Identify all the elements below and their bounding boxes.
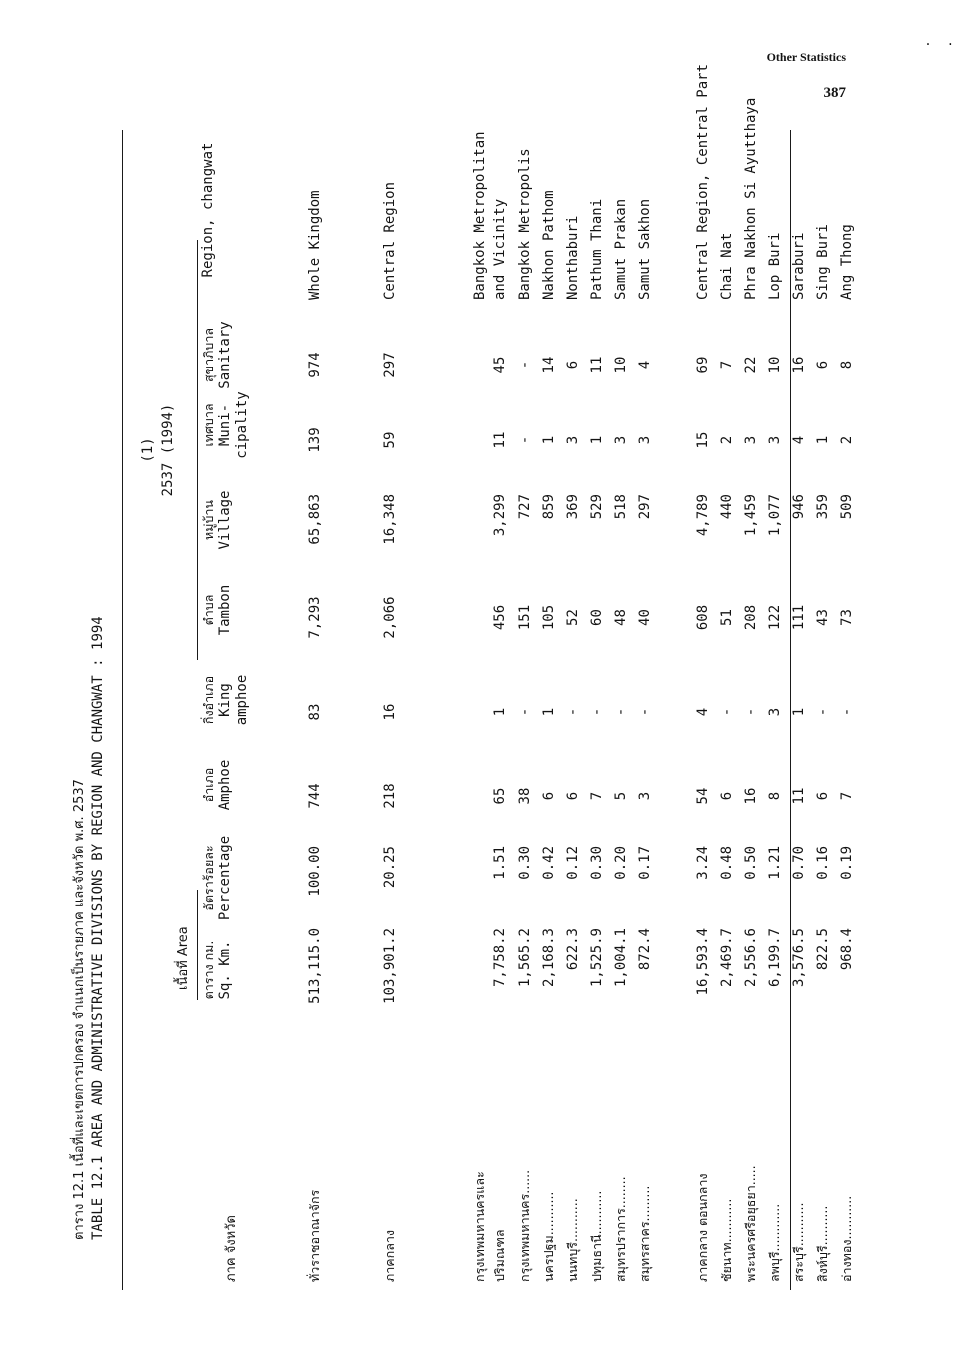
cell-sanitary: 297 — [382, 352, 398, 378]
cell-muni: 2 — [839, 435, 855, 445]
cell-sqkm: 513,115.0 — [307, 928, 323, 1004]
cell-sanitary: 4 — [637, 360, 653, 370]
cell-king: - — [743, 707, 759, 717]
cell-pct: 0.42 — [541, 846, 557, 880]
page-number: 387 — [823, 85, 846, 101]
cell-pct: 0.17 — [637, 846, 653, 880]
cell-tambon: 48 — [613, 609, 629, 626]
header-amphoe-english: Amphoe — [217, 759, 233, 811]
cell-village: 65,863 — [307, 494, 323, 545]
cell-amphoe: 744 — [307, 783, 323, 809]
cell-village: 1,459 — [743, 494, 759, 537]
cell-amphoe: 6 — [541, 791, 557, 801]
cell-th: กรุงเทพมหานคร...... — [517, 1169, 532, 1282]
cell-king: 1 — [541, 707, 557, 717]
cell-sanitary: 69 — [695, 356, 711, 374]
cell-en: Bangkok Metropolis — [517, 148, 533, 300]
corner-mark: . . — [924, 34, 958, 48]
cell-amphoe: 6 — [815, 791, 831, 801]
cell-tambon: 51 — [719, 609, 735, 626]
cell-tambon: 52 — [565, 609, 581, 626]
cell-sqkm: 3,576.5 — [791, 928, 807, 988]
cell-th: สมุทรสาคร......... — [637, 1185, 652, 1282]
cell-pct: 0.12 — [565, 846, 581, 880]
cell-pct: 20.25 — [382, 846, 398, 889]
cell-village: 859 — [541, 494, 557, 520]
cell-sqkm: 6,199.7 — [767, 928, 783, 988]
cell-king: - — [637, 707, 653, 717]
caption-english: TABLE 12.1 AREA AND ADMINISTRATIVE DIVISIONS BY REGION AND CHANGWAT : 1994 — [90, 616, 106, 1240]
cell-en: Saraburi — [791, 232, 807, 300]
cell-sanitary: 6 — [565, 360, 581, 370]
cell-th: นนทบุรี........... — [565, 1198, 580, 1282]
cell-en: Sing Buri — [815, 224, 831, 300]
cell-en: Samut Sakhon — [637, 198, 653, 300]
header-king-amphoe-thai: กิ่งอำเภอ — [201, 675, 216, 725]
header-municipality — [200, 385, 251, 465]
cell-sqkm: 16,593.4 — [695, 928, 711, 996]
cell-en: Ang Thong — [839, 224, 855, 300]
cell-en: and Vicinity — [492, 198, 508, 300]
header-king-amphoe — [200, 660, 251, 740]
cell-th: ปทุมธานี........... — [589, 1190, 604, 1282]
cell-tambon: 60 — [589, 609, 605, 626]
cell-muni: 1 — [589, 435, 605, 445]
cell-tambon: 208 — [743, 604, 759, 631]
cell-sanitary: 10 — [613, 356, 629, 374]
header-region-thai: ภาค จังหวัด — [224, 1215, 239, 1282]
cell-sqkm: 968.4 — [839, 928, 855, 971]
cell-th: อ่างทอง........... — [839, 1195, 854, 1282]
cell-sanitary: 6 — [815, 360, 831, 370]
cell-village: 1,077 — [767, 494, 783, 537]
cell-amphoe: 5 — [613, 791, 629, 801]
cell-pct: 0.50 — [743, 846, 759, 880]
cell-th: สระบุรี........... — [791, 1202, 806, 1282]
cell-amphoe: 16 — [743, 787, 759, 805]
cell-amphoe: 11 — [791, 787, 807, 805]
cell-th: ปริมณฑล — [492, 1229, 507, 1282]
cell-pct: 0.19 — [839, 846, 855, 880]
cell-king: 3 — [767, 707, 783, 717]
cell-king: - — [517, 707, 533, 717]
cell-pct: 0.20 — [613, 846, 629, 880]
cell-en: Chai Nat — [719, 232, 735, 300]
cell-sanitary: 8 — [839, 360, 855, 370]
caption-thai: ตาราง 12.1 เนื้อที่และเขตการปกครอง จำแนกเป็นรายภาค และจังหวัด พ.ศ. 2537 — [72, 779, 87, 1240]
cell-sanitary: 974 — [307, 352, 323, 378]
cell-sqkm: 103,901.2 — [382, 928, 398, 1004]
header-percentage-thai: อัตราร้อยละ — [201, 845, 216, 911]
header-village-english: Village — [217, 490, 233, 550]
header-year-group: 2537 (1994) — [160, 403, 176, 497]
cell-muni: 2 — [719, 435, 735, 445]
cell-king: 1 — [791, 707, 807, 717]
cell-sqkm: 2,168.3 — [541, 928, 557, 988]
cell-king: - — [565, 707, 581, 717]
header-area-group — [172, 926, 193, 990]
cell-tambon: 111 — [791, 604, 807, 631]
cell-pct: 1.51 — [492, 846, 508, 880]
cell-sanitary: 11 — [589, 356, 605, 374]
cell-village: 509 — [839, 494, 855, 520]
header-king-amphoe-en1: King — [217, 683, 233, 717]
cell-sqkm: 2,556.6 — [743, 928, 759, 988]
cell-amphoe: 7 — [589, 791, 605, 801]
cell-en: Bangkok Metropolitan — [472, 131, 488, 300]
header-tambon — [200, 580, 234, 640]
cell-muni: 3 — [565, 435, 581, 445]
cell-th: พระนครศรีอยุธยา..... — [743, 1165, 758, 1282]
cell-king: - — [589, 707, 605, 717]
cell-en: Whole Kingdom — [307, 190, 323, 300]
cell-sqkm: 1,525.9 — [589, 928, 605, 988]
cell-tambon: 122 — [767, 604, 783, 631]
cell-village: 529 — [589, 494, 605, 520]
header-sanitary-thai: สุขาภิบาล — [201, 327, 216, 383]
header-percentage — [200, 828, 234, 928]
cell-th: ทั่วราชอาณาจักร — [307, 1189, 322, 1282]
section-name: Other Statistics — [766, 50, 846, 64]
cell-en: Nakhon Pathom — [541, 190, 557, 300]
cell-amphoe: 6 — [719, 791, 735, 801]
header-sanitary — [200, 320, 234, 390]
table-top-rule — [122, 130, 123, 1290]
cell-tambon: 2,066 — [382, 596, 398, 639]
cell-sqkm: 7,758.2 — [492, 928, 508, 988]
cell-village: 518 — [613, 494, 629, 520]
cell-pct: 0.70 — [791, 846, 807, 880]
cell-en: Nonthaburi — [565, 215, 581, 300]
cell-village: 946 — [791, 494, 807, 520]
cell-muni: 11 — [492, 431, 508, 449]
cell-th: ลพบุรี............ — [767, 1203, 782, 1282]
cell-tambon: 43 — [815, 609, 831, 626]
cell-amphoe: 3 — [637, 791, 653, 801]
cell-village: 369 — [565, 494, 581, 520]
cell-amphoe: 7 — [839, 791, 855, 801]
cell-sanitary: 16 — [791, 356, 807, 374]
header-region-english — [200, 130, 217, 290]
cell-en: Lop Buri — [767, 232, 783, 300]
cell-sqkm: 622.3 — [565, 928, 581, 971]
header-village — [200, 480, 234, 560]
cell-amphoe: 218 — [382, 783, 398, 809]
cell-sanitary: - — [517, 360, 533, 370]
cell-muni: 1 — [815, 435, 831, 445]
cell-sanitary: 7 — [719, 360, 735, 370]
header-amphoe-thai: อำเภอ — [201, 767, 216, 803]
cell-tambon: 151 — [517, 604, 533, 631]
cell-pct: 0.16 — [815, 846, 831, 880]
header-tambon-thai: ตำบล — [201, 594, 216, 626]
cell-sqkm: 872.4 — [637, 928, 653, 971]
cell-th: สิงห์บุรี.......... — [815, 1205, 830, 1282]
cell-king: 1 — [492, 707, 508, 717]
cell-th: ภาคกลาง ตอนกลาง — [695, 1173, 710, 1282]
cell-muni: - — [517, 435, 533, 445]
cell-muni: 15 — [695, 431, 711, 449]
cell-muni: 4 — [791, 435, 807, 445]
header-king-amphoe-en2: amphoe — [234, 674, 250, 726]
cell-amphoe: 65 — [492, 787, 508, 805]
header-sqkm-english: Sq. Km. — [217, 940, 233, 1000]
cell-village: 727 — [517, 494, 533, 520]
cell-tambon: 7,293 — [307, 596, 323, 639]
cell-king: 4 — [695, 707, 711, 717]
header-year-note: (1) — [140, 437, 156, 463]
cell-pct: 100.00 — [307, 846, 323, 897]
cell-pct: 3.24 — [695, 846, 711, 880]
cell-king: - — [613, 707, 629, 717]
area-group-rule — [197, 890, 198, 1000]
cell-muni: 3 — [613, 435, 629, 445]
header-tambon-english: Tambon — [217, 584, 233, 636]
cell-pct: 0.30 — [517, 846, 533, 880]
cell-th: สมุทรปราการ........ — [613, 1176, 628, 1282]
cell-muni: 59 — [382, 431, 398, 449]
cell-th: ชัยนาท........... — [719, 1198, 734, 1282]
cell-muni: 1 — [541, 435, 557, 445]
cell-tambon: 105 — [541, 604, 557, 631]
cell-sqkm: 1,004.1 — [613, 928, 629, 988]
cell-tambon: 608 — [695, 604, 711, 631]
cell-th: กรุงเทพมหานครและ — [472, 1171, 487, 1282]
cell-th: ภาคกลาง — [382, 1230, 397, 1282]
cell-en: Phra Nakhon Si Ayutthaya — [743, 97, 759, 300]
cell-village: 297 — [637, 494, 653, 520]
cell-king: - — [719, 707, 735, 717]
cell-village: 440 — [719, 494, 735, 520]
cell-sanitary: 22 — [743, 356, 759, 374]
cell-pct: 0.30 — [589, 846, 605, 880]
header-sanitary-english: Sanitary — [217, 321, 233, 389]
cell-amphoe: 8 — [767, 791, 783, 801]
cell-en: Pathum Thani — [589, 198, 605, 300]
header-municipality-en1: Muni- — [217, 403, 233, 447]
cell-en: Samut Prakan — [613, 198, 629, 300]
header-percentage-english: Percentage — [217, 835, 233, 921]
cell-sqkm: 822.5 — [815, 928, 831, 971]
cell-tambon: 40 — [637, 609, 653, 626]
cell-village: 4,789 — [695, 494, 711, 537]
cell-village: 16,348 — [382, 494, 398, 545]
cell-king: - — [815, 707, 831, 717]
table-caption — [70, 616, 108, 1240]
cell-amphoe: 38 — [517, 787, 533, 805]
header-municipality-en2: cipality — [234, 391, 250, 459]
cell-sqkm: 2,469.7 — [719, 928, 735, 988]
header-area: เนื้อที่ Area — [176, 926, 191, 990]
cell-pct: 1.21 — [767, 846, 783, 880]
header-village-thai: หมู่บ้าน — [201, 500, 216, 540]
cell-th: นครปฐม........... — [541, 1191, 556, 1282]
cell-sanitary: 45 — [492, 356, 508, 374]
header-amphoe — [200, 750, 234, 820]
cell-tambon: 456 — [492, 604, 508, 631]
cell-pct: 0.48 — [719, 846, 735, 880]
cell-sanitary: 14 — [541, 356, 557, 374]
header-region-english-label: Region, changwat — [200, 142, 216, 278]
header-sqkm-thai: ตาราง กม. — [201, 940, 216, 1000]
year-group-rule — [197, 240, 198, 660]
cell-muni: 3 — [767, 435, 783, 445]
cell-en: Central Region — [382, 181, 398, 300]
header-municipality-thai: เทศบาล — [201, 403, 216, 447]
cell-village: 359 — [815, 494, 831, 520]
cell-sqkm: 1,565.2 — [517, 928, 533, 988]
cell-king: 83 — [307, 703, 323, 721]
cell-muni: 3 — [743, 435, 759, 445]
cell-tambon: 73 — [839, 609, 855, 626]
cell-amphoe: 6 — [565, 791, 581, 801]
cell-muni: 3 — [637, 435, 653, 445]
cell-village: 3,299 — [492, 494, 508, 537]
header-sqkm — [200, 930, 234, 1010]
cell-en: Central Region, Central Part — [695, 63, 711, 300]
cell-muni: 139 — [307, 427, 323, 453]
cell-sanitary: 10 — [767, 356, 783, 374]
cell-amphoe: 54 — [695, 787, 711, 805]
cell-king: 16 — [382, 703, 398, 721]
cell-king: - — [839, 707, 855, 717]
